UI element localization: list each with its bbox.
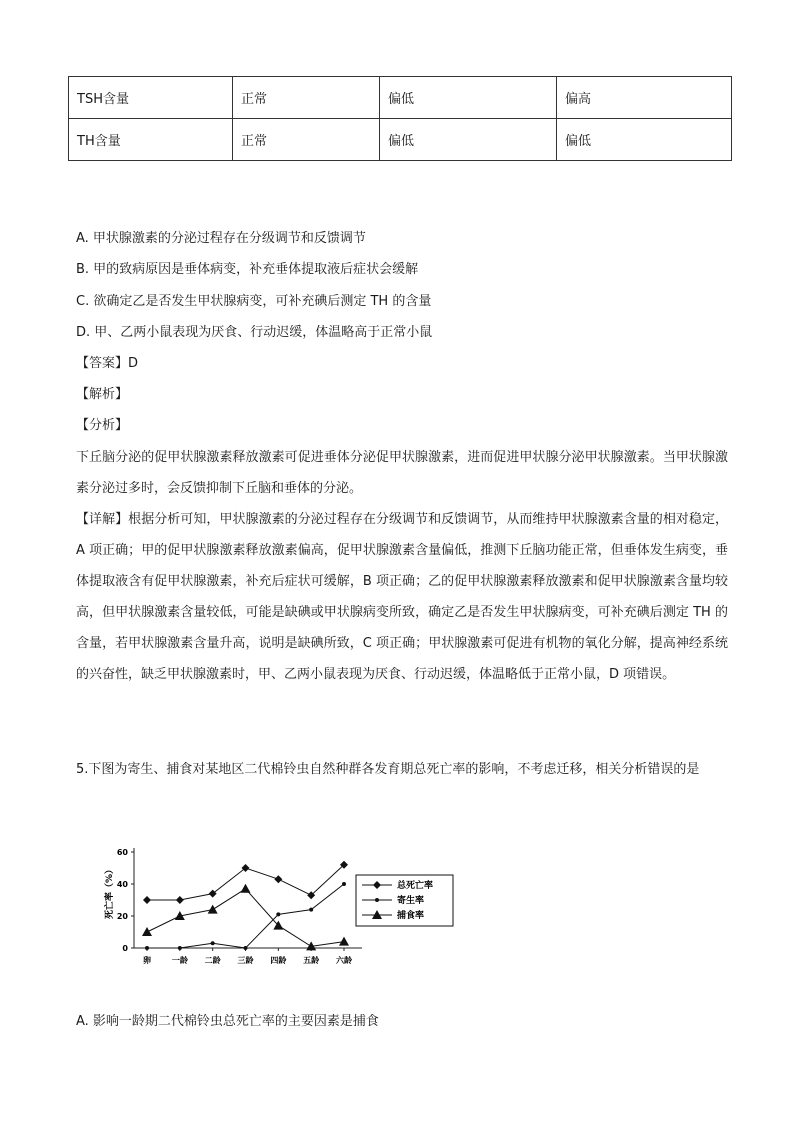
legend-label: 捕食率	[397, 911, 425, 921]
dot-marker	[211, 941, 215, 945]
diamond-marker	[176, 896, 184, 904]
chart-series	[142, 861, 349, 951]
table-cell: 正常	[233, 119, 380, 161]
analysis-heading: 【解析】	[76, 387, 129, 402]
diamond-marker	[143, 896, 151, 904]
option-d: D. 甲、乙两小鼠表现为厌食、行动迟缓，体温略高于正常小鼠	[76, 325, 433, 340]
y-axis-label: 死亡率（%）	[105, 864, 115, 920]
fenxi-heading: 【分析】	[76, 418, 129, 433]
option-a: A. 甲状腺激素的分泌过程存在分级调节和反馈调节	[76, 231, 366, 246]
answer: 【答案】D	[76, 356, 139, 371]
y-tick-label: 60	[116, 848, 128, 857]
question-5: 5.下图为寄生、捕食对某地区二代棉铃虫自然种群各发育期总死亡率的影响，不考虑迁移，相关分析错误的是	[76, 762, 700, 777]
dot-marker	[342, 882, 346, 886]
series-line-dot	[147, 884, 344, 948]
triangle-marker	[339, 937, 349, 946]
table-cell: 偏低	[380, 119, 557, 161]
dot-marker	[178, 946, 182, 950]
table-cell: 正常	[233, 77, 380, 119]
dot-marker	[375, 898, 379, 902]
table-row	[69, 77, 732, 119]
y-tick-label: 20	[116, 912, 128, 921]
table-cell: 偏高	[557, 77, 732, 119]
mortality-chart	[105, 840, 455, 970]
legend-label: 寄生率	[397, 896, 425, 906]
x-tick-label: 四龄	[270, 956, 287, 965]
x-tick-label: 六龄	[336, 956, 352, 965]
legend-label: 总死亡率	[397, 881, 434, 891]
dot-marker	[145, 946, 149, 950]
y-tick-label: 40	[116, 880, 128, 889]
table-cell: 偏低	[380, 77, 557, 119]
table-cell: 偏低	[557, 119, 732, 161]
x-tick-label: 五龄	[303, 956, 320, 965]
x-tick-label: 一龄	[171, 956, 188, 965]
option-5a: A. 影响一龄期二代棉铃虫总死亡率的主要因素是捕食	[76, 1014, 379, 1029]
table-cell: TSH含量	[69, 77, 233, 119]
diamond-marker	[274, 875, 282, 883]
fenxi-paragraph: 下丘脑分泌的促甲状腺激素释放激素可促进垂体分泌促甲状腺激素，进而促进甲状腺分泌甲状腺激素。当甲状腺激素分泌过多时，会反馈抑制下丘脑和垂体的分泌。	[76, 450, 728, 496]
table-cell: TH含量	[69, 119, 233, 161]
hormone-table	[68, 76, 732, 161]
dot-marker	[244, 946, 248, 950]
dot-marker	[276, 912, 280, 916]
dot-marker	[309, 908, 313, 912]
triangle-marker	[241, 884, 251, 893]
chart-legend	[356, 875, 453, 926]
x-tick-label: 三龄	[237, 956, 254, 965]
y-tick-label: 0	[122, 944, 128, 953]
x-tick-label: 二龄	[204, 956, 221, 965]
option-b: B. 甲的致病原因是垂体病变，补充垂体提取液后症状会缓解	[76, 262, 419, 277]
triangle-marker	[208, 905, 218, 914]
triangle-marker	[142, 927, 152, 936]
table-row	[69, 119, 732, 161]
detail-paragraph: 【详解】根据分析可知，甲状腺激素的分泌过程存在分级调节和反馈调节，从而维持甲状腺激素含量的相对稳定，A 项正确；甲的促甲状腺激素释放激素偏高，促甲状腺激素含量偏低，推测下丘脑功能正常，但垂体发生病变，垂体提取液含有促甲状腺激素，补充后症状可缓解，B 项正确；乙的促甲状腺激素释放激素和促甲状腺激素含量均较高，但甲状腺激素含量较低，可能是缺碘或甲状腺病变所致，确定乙是否发生甲状腺病变，可补充碘后测定 TH 的含量，若甲状腺激素含量升高，说明是缺碘所致，C 项正确；甲状腺激素可促进有机物的氧化分解，提高神经系统的兴奋性，缺乏甲状腺激素时，甲、乙两小鼠表现为厌食、行动迟缓，体温略低于正常小鼠，D 项错误。	[76, 512, 728, 682]
x-tick-label: 卵	[143, 956, 151, 965]
option-c: C. 欲确定乙是否发生甲状腺病变，可补充碘后测定 TH 的含量	[76, 294, 432, 309]
